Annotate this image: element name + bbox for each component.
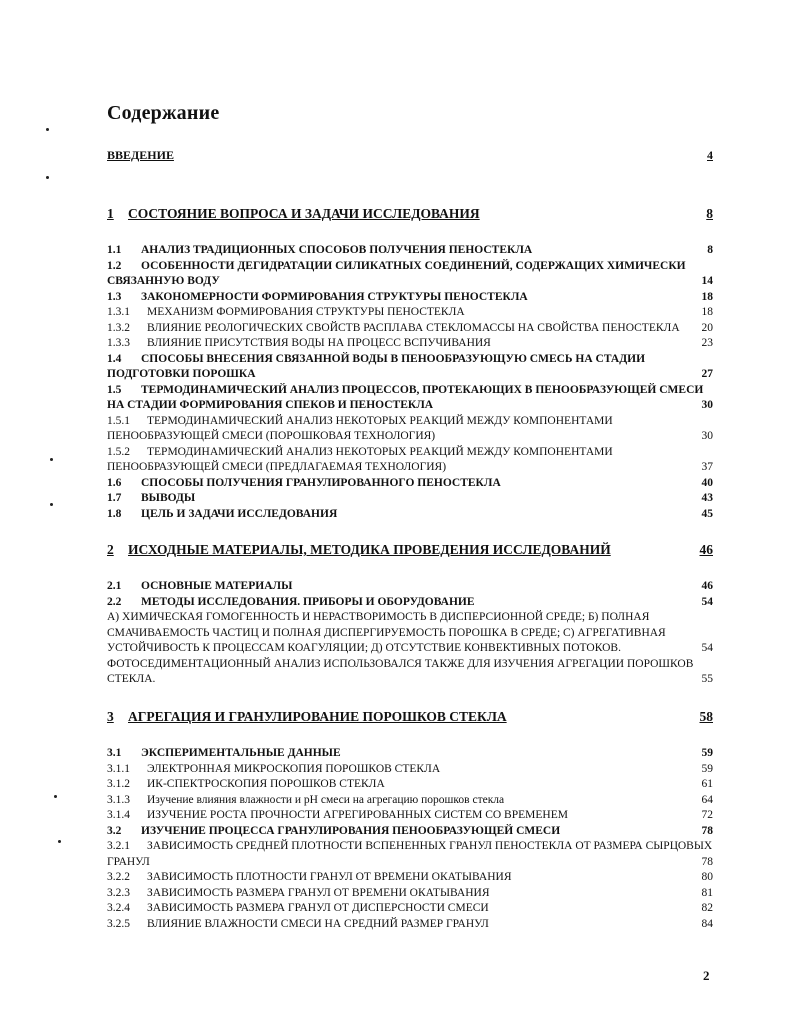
toc-entry[interactable] [107, 777, 713, 793]
toc-entry[interactable] [107, 579, 713, 595]
toc-chapter-label: ИСХОДНЫЕ МАТЕРИАЛЫ, МЕТОДИКА ПРОВЕДЕНИЯ ИССЛЕДОВАНИЙ [128, 542, 611, 557]
toc-entry-label-cont: НА СТАДИИ ФОРМИРОВАНИЯ СПЕКОВ И ПЕНОСТЕКЛА [107, 399, 434, 411]
toc-entry[interactable] [107, 870, 713, 886]
toc-entry[interactable] [107, 507, 713, 523]
toc-entry-number: 3.1.4 [107, 809, 130, 821]
toc-entry-label: ЗАВИСИМОСТЬ ПЛОТНОСТИ ГРАНУЛ ОТ ВРЕМЕНИ ОКАТЫВАНИЯ [147, 871, 512, 883]
toc-entry-label: ИЗУЧЕНИЕ РОСТА ПРОЧНОСТИ АГРЕГИРОВАННЫХ СИСТЕМ СО ВРЕМЕНЕМ [147, 809, 568, 821]
toc-intro[interactable] [107, 146, 713, 164]
toc-entry-label-cont: ГРАНУЛ [107, 855, 150, 868]
toc-entry[interactable] [107, 917, 713, 933]
toc-entry-number: 1.3.3 [107, 337, 130, 349]
toc-entry-number: 1.6 [107, 476, 122, 489]
toc-entry[interactable] [107, 321, 713, 337]
toc-entry[interactable] [107, 352, 713, 383]
toc-entry-label: ВЛИЯНИЕ ВЛАЖНОСТИ СМЕСИ НА СРЕДНИЙ РАЗМЕР ГРАНУЛ [147, 917, 489, 930]
toc-entry[interactable] [107, 808, 713, 824]
toc-entry-page: 81 [701, 886, 713, 899]
toc-entry-label: ОСНОВНЫЕ МАТЕРИАЛЫ [141, 580, 293, 592]
toc-entry-number: 1.8 [107, 507, 122, 520]
toc-entry-page: 46 [701, 580, 713, 592]
scan-speck [46, 128, 49, 131]
toc-entry[interactable] [107, 793, 713, 809]
toc-entry-number: 3.2.4 [107, 902, 130, 914]
toc-entry-label: ТЕРМОДИНАМИЧЕСКИЙ АНАЛИЗ НЕКОТОРЫХ РЕАКЦИЙ МЕЖДУ КОМПОНЕНТАМИ [147, 414, 613, 427]
toc-entry[interactable] [107, 657, 713, 688]
toc-entry-number: 1.7 [107, 492, 122, 504]
toc-chapter-3[interactable] [107, 708, 713, 726]
toc-entry-label: ФОТОСЕДИМЕНТАЦИОННЫЙ АНАЛИЗ ИСПОЛЬЗОВАЛСЯ ТАКЖЕ ДЛЯ ИЗУЧЕНИЯ АГРЕГАЦИИ ПОРОШКОВ [107, 657, 694, 670]
toc-entry[interactable] [107, 290, 713, 306]
toc-entry-page: 43 [701, 492, 713, 504]
toc-entry-page: 27 [701, 368, 713, 380]
toc-entry-page: 82 [701, 902, 713, 914]
toc-entry-page: 78 [701, 855, 713, 868]
toc-entry-page: 54 [701, 595, 713, 608]
toc-entry-number: 1.5 [107, 383, 122, 396]
toc-list-chapter-1 [107, 243, 713, 522]
toc-entry-page: 18 [701, 290, 713, 303]
toc-chapter-page: 46 [699, 542, 713, 557]
toc-entry-page: 14 [701, 275, 713, 287]
toc-chapter-page: 58 [699, 709, 713, 724]
toc-entry-page: 80 [701, 871, 713, 883]
toc-entry-label-cont: СТЕКЛА. [107, 673, 156, 685]
toc-entry[interactable] [107, 259, 713, 290]
page-title: Содержание [107, 102, 220, 124]
toc-entry-page: 45 [701, 507, 713, 520]
toc-entry-label-cont: ПЕНООБРАЗУЮЩЕЙ СМЕСИ (ПРЕДЛАГАЕМАЯ ТЕХНОЛОГИЯ) [107, 461, 447, 473]
toc-entry-number: 1.3.2 [107, 321, 130, 334]
toc-entry-label-cont: СМАЧИВАЕМОСТЬ ЧАСТИЦ И ПОЛНАЯ ДИСПЕРГИРУЕМОСТЬ ПОРОШКА В СРЕДЕ; С) АГРЕГАТИВНАЯ [107, 626, 666, 639]
toc-entry-label: ЗАВИСИМОСТЬ СРЕДНЕЙ ПЛОТНОСТИ ВСПЕНЕННЫХ ГРАНУЛ ПЕНОСТЕКЛА ОТ РАЗМЕРА СЫРЦОВЫХ [147, 840, 713, 852]
toc-entry-number: 2.1 [107, 580, 122, 592]
toc-entry[interactable] [107, 336, 713, 352]
toc-chapter-number: 3 [107, 709, 114, 724]
toc-entry-label-cont: ПЕНООБРАЗУЮЩЕЙ СМЕСИ (ПОРОШКОВАЯ ТЕХНОЛОГИЯ) [107, 430, 436, 442]
toc-entry-number: 1.4 [107, 352, 122, 365]
toc-entry-label: ТЕРМОДИНАМИЧЕСКИЙ АНАЛИЗ НЕКОТОРЫХ РЕАКЦИЙ МЕЖДУ КОМПОНЕНТАМИ [147, 445, 613, 458]
toc-entry-label-cont: ПОДГОТОВКИ ПОРОШКА [107, 368, 256, 380]
toc-entry[interactable] [107, 886, 713, 902]
scan-speck [58, 840, 61, 843]
toc-entry-page: 61 [701, 778, 713, 790]
toc-chapter-label: АГРЕГАЦИЯ И ГРАНУЛИРОВАНИЕ ПОРОШКОВ СТЕКЛА [128, 709, 507, 724]
toc-entry-label: Изучение влияния влажности и pH смеси на агрегацию порошков стекла [147, 793, 505, 806]
toc-entry-label: МЕТОДЫ ИССЛЕДОВАНИЯ. ПРИБОРЫ И ОБОРУДОВАНИЕ [141, 595, 475, 608]
toc-entry-number: 3.2 [107, 824, 122, 837]
page-number: 2 [703, 968, 710, 983]
toc-entry-label-cont: УСТОЙЧИВОСТЬ К ПРОЦЕССАМ КОАГУЛЯЦИИ; Д) ОТСУТСТВИЕ КОНВЕКТИВНЫХ ПОТОКОВ. [107, 642, 621, 654]
toc-entry-label: МЕХАНИЗМ ФОРМИРОВАНИЯ СТРУКТУРЫ ПЕНОСТЕКЛА [147, 306, 465, 318]
toc-entry-label: ЗАВИСИМОСТЬ РАЗМЕРА ГРАНУЛ ОТ ВРЕМЕНИ ОКАТЫВАНИЯ [147, 886, 490, 899]
toc-chapter-number: 2 [107, 542, 114, 557]
toc-entry-number: 1.2 [107, 259, 122, 272]
toc-entry[interactable] [107, 839, 713, 870]
toc-list-chapter-2 [107, 579, 713, 688]
toc-entry[interactable] [107, 746, 713, 762]
toc-entry[interactable] [107, 595, 713, 611]
scan-speck [54, 795, 57, 798]
toc-entry-label: СПОСОБЫ ПОЛУЧЕНИЯ ГРАНУЛИРОВАННОГО ПЕНОСТЕКЛА [141, 476, 501, 489]
toc-entry-label: СПОСОБЫ ВНЕСЕНИЯ СВЯЗАННОЙ ВОДЫ В ПЕНООБРАЗУЮЩУЮ СМЕСЬ НА СТАДИИ [141, 352, 646, 365]
toc-entry-page: 30 [701, 399, 713, 411]
toc-entry-label: А) ХИМИЧЕСКАЯ ГОМОГЕННОСТЬ И НЕРАСТВОРИМОСТЬ В ДИСПЕРСИОННОЙ СРЕДЕ; Б) ПОЛНАЯ [107, 611, 650, 623]
toc-entry-label: ВЫВОДЫ [141, 492, 196, 504]
toc-entry-number: 2.2 [107, 595, 122, 608]
toc-entry-label: ЭКСПЕРИМЕНТАЛЬНЫЕ ДАННЫЕ [141, 747, 341, 759]
toc-chapter-page: 8 [706, 206, 713, 221]
toc-entry-number: 1.3 [107, 290, 122, 303]
toc-entry-page: 72 [701, 809, 713, 821]
toc-entry[interactable] [107, 491, 713, 507]
toc-entry-number: 3.1.2 [107, 778, 130, 790]
toc-entry[interactable] [107, 824, 713, 840]
toc-entry-page: 8 [707, 244, 713, 256]
toc-entry[interactable] [107, 476, 713, 492]
toc-entry-number: 1.1 [107, 244, 122, 256]
toc-entry-page: 55 [701, 673, 713, 685]
toc-entry-label: ВЛИЯНИЕ РЕОЛОГИЧЕСКИХ СВОЙСТВ РАСПЛАВА СТЕКЛОМАССЫ НА СВОЙСТВА ПЕНОСТЕКЛА [147, 321, 680, 334]
toc-entry-page: 64 [701, 793, 713, 806]
toc-entry[interactable] [107, 445, 713, 476]
toc-entry-number: 1.3.1 [107, 306, 130, 318]
toc-entry-number: 3.1 [107, 747, 122, 759]
scan-speck [50, 503, 53, 506]
toc-entry-page: 59 [701, 747, 713, 759]
toc-entry-number: 1.5.2 [107, 445, 130, 458]
toc-entry-label: ИК-СПЕКТРОСКОПИЯ ПОРОШКОВ СТЕКЛА [147, 778, 385, 790]
scan-speck [50, 458, 53, 461]
toc-list-chapter-3 [107, 746, 713, 932]
toc-entry-number: 3.2.3 [107, 886, 130, 899]
toc-entry-page: 30 [701, 430, 713, 442]
toc-entry[interactable] [107, 305, 713, 321]
toc-entry-page: 54 [701, 642, 713, 654]
toc-entry-label: ЦЕЛЬ И ЗАДАЧИ ИССЛЕДОВАНИЯ [141, 507, 338, 520]
toc-entry-number: 3.2.5 [107, 917, 130, 930]
toc-entry-page: 18 [701, 306, 713, 318]
toc-entry-label: ЗАВИСИМОСТЬ РАЗМЕРА ГРАНУЛ ОТ ДИСПЕРСНОСТИ СМЕСИ [147, 902, 489, 914]
toc-entry-label: ВЛИЯНИЕ ПРИСУТСТВИЯ ВОДЫ НА ПРОЦЕСС ВСПУЧИВАНИЯ [147, 337, 491, 349]
toc-entry[interactable] [107, 383, 713, 414]
toc-entry-label: ИЗУЧЕНИЕ ПРОЦЕССА ГРАНУЛИРОВАНИЯ ПЕНООБРАЗУЮЩЕЙ СМЕСИ [141, 824, 561, 837]
toc-entry-page: 84 [701, 917, 713, 930]
toc-entry[interactable] [107, 901, 713, 917]
toc-entry-number: 1.5.1 [107, 414, 130, 427]
toc-chapter-number: 1 [107, 206, 114, 221]
toc-entry-number: 3.2.2 [107, 871, 130, 883]
toc-entry-page: 78 [701, 824, 713, 837]
toc-entry-label: ЭЛЕКТРОННАЯ МИКРОСКОПИЯ ПОРОШКОВ СТЕКЛА [147, 762, 441, 775]
toc-intro-label: ВВЕДЕНИЕ [107, 148, 174, 162]
toc-entry[interactable] [107, 414, 713, 445]
toc-entry-label: АНАЛИЗ ТРАДИЦИОННЫХ СПОСОБОВ ПОЛУЧЕНИЯ ПЕНОСТЕКЛА [141, 244, 533, 256]
toc-entry-page: 20 [701, 321, 713, 334]
toc-entry-page: 40 [701, 476, 713, 489]
toc-entry-label-cont: СВЯЗАННУЮ ВОДУ [107, 275, 220, 287]
toc-entry-label: ЗАКОНОМЕРНОСТИ ФОРМИРОВАНИЯ СТРУКТУРЫ ПЕНОСТЕКЛА [141, 290, 528, 303]
toc-entry-number: 3.1.1 [107, 762, 130, 775]
toc-entry-number: 3.1.3 [107, 793, 130, 806]
toc-intro-page: 4 [707, 148, 713, 162]
toc-entry-page: 59 [701, 762, 713, 775]
toc-entry-page: 37 [701, 461, 713, 473]
scan-speck [46, 176, 49, 179]
toc-entry-page: 23 [701, 337, 713, 349]
toc-entry[interactable] [107, 243, 713, 259]
toc-entry-label: ОСОБЕННОСТИ ДЕГИДРАТАЦИИ СИЛИКАТНЫХ СОЕДИНЕНИЙ, СОДЕРЖАЩИХ ХИМИЧЕСКИ [141, 259, 686, 272]
toc-entry-number: 3.2.1 [107, 840, 130, 852]
toc-entry[interactable] [107, 762, 713, 778]
toc-entry[interactable] [107, 610, 713, 657]
toc-chapter-label: СОСТОЯНИЕ ВОПРОСА И ЗАДАЧИ ИССЛЕДОВАНИЯ [128, 206, 480, 221]
toc-chapter-2[interactable] [107, 541, 713, 559]
toc-chapter-1[interactable] [107, 205, 713, 223]
toc-entry-label: ТЕРМОДИНАМИЧЕСКИЙ АНАЛИЗ ПРОЦЕССОВ, ПРОТЕКАЮЩИХ В ПЕНООБРАЗУЮЩЕЙ СМЕСИ [141, 383, 704, 396]
